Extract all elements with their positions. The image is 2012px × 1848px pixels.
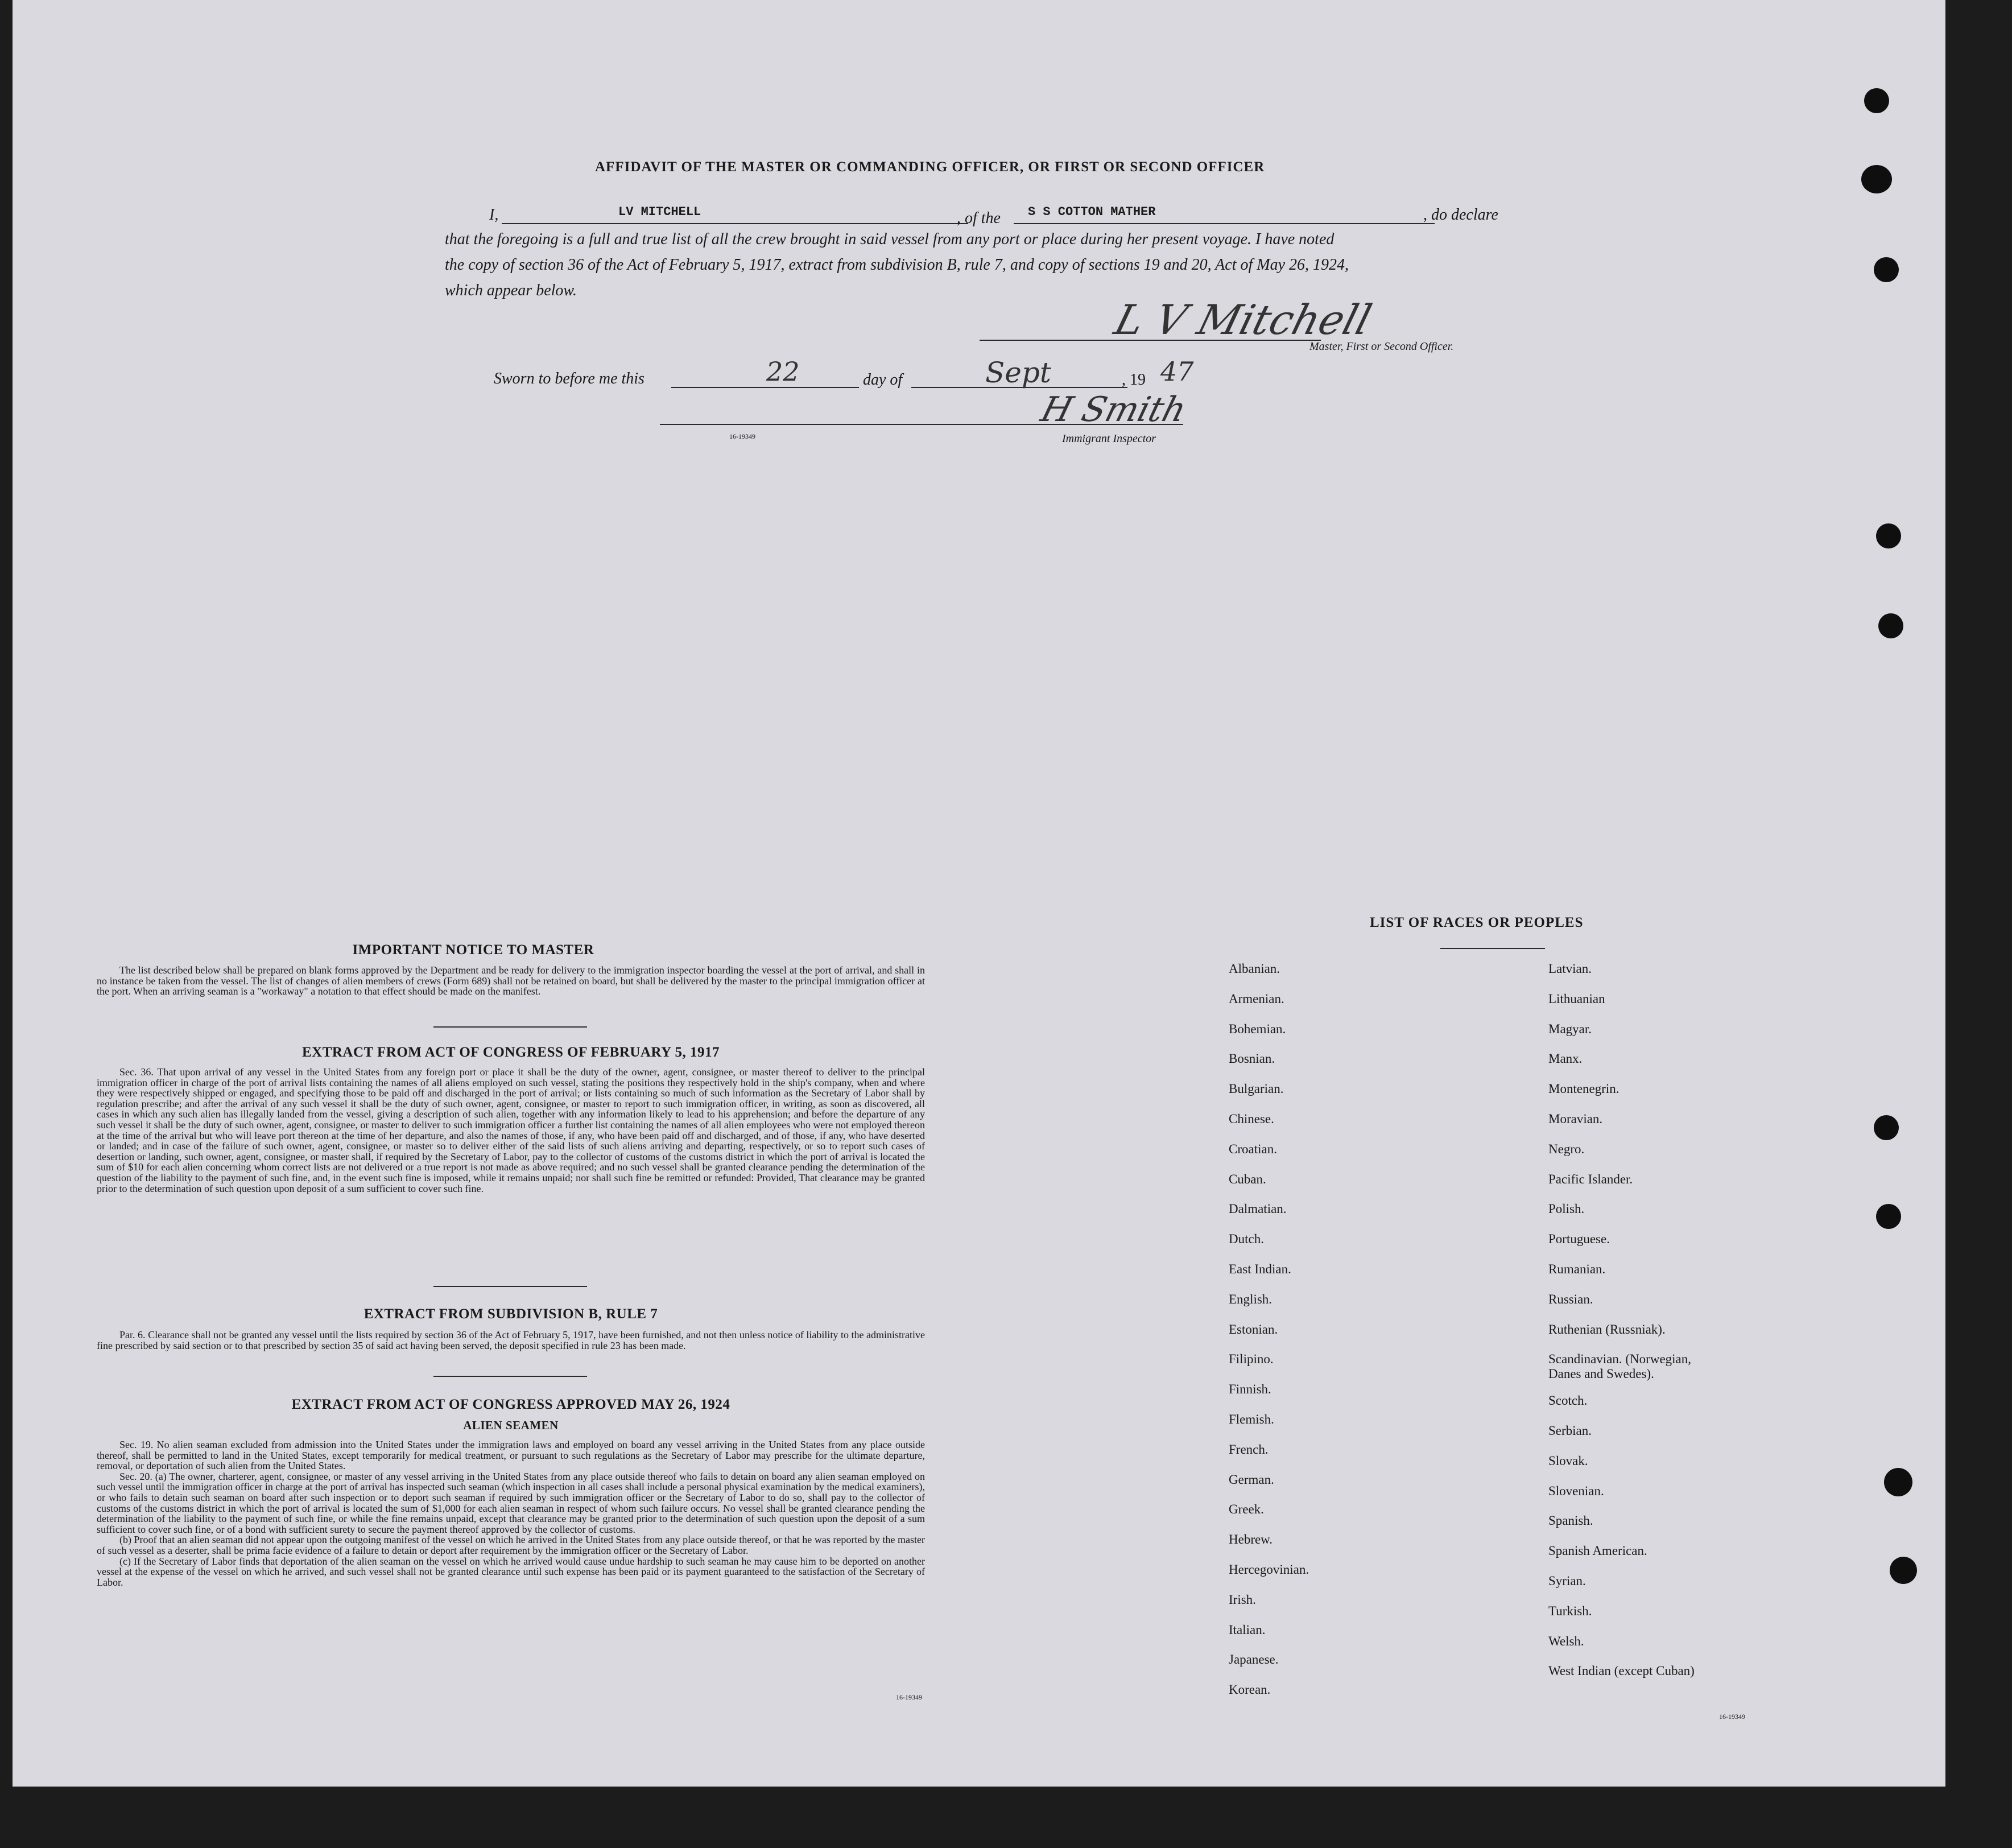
vessel-name-field: S S COTTON MATHER <box>1028 205 1156 219</box>
master-signature-line <box>980 340 1321 341</box>
race-item: East Indian. <box>1229 1262 1291 1276</box>
race-item: Montenegrin. <box>1548 1082 1619 1096</box>
race-item: Spanish. <box>1548 1513 1593 1528</box>
vessel-line <box>1014 223 1435 224</box>
race-item: Negro. <box>1548 1141 1585 1156</box>
races-title-underline <box>1440 948 1545 949</box>
master-name-field: LV MITCHELL <box>618 205 701 219</box>
extract-1917-text: Sec. 36. That upon arrival of any vessel in the United States from any foreign port or place it shall be the duty of the owner, agent, consignee, or master thereof to deliver to the principal immigration officer in charge of the port of arrival lists containing the names of all aliens employed on such vessel, stating the positions they respectively hold in the ship's company, when and where they were respectively shipped or engaged, and specifying those to be paid off and discharged in the port of arrival; or lists containing so much of such information as the Secretary of Labor shall by regulation prescribe; and after the arrival of any such vessel it shall be the duty of such owner, agent, consignee, or master to report to such immigration officer, in writing, as soon as discovered, all cases in which any such alien has illegally landed from the vessel, giving a description of such alien, together with any information likely to lead to his apprehension; and before the departure of any such vessel it shall be the duty of such owner, agent, consignee, or master to deliver to such immigration officer a further list containing the names of all alien employees who were not employed thereon at the time of the arrival but who will leave port thereon at the time of her departure, and also the names of those, if any, who have been paid off and discharged, and of those, if any, who have deserted or landed; and in case of the failure of such owner, agent, consignee, or master so to deliver either of the said lists of such aliens arriving and departing, respectively, or so to report such cases of desertion or landing, such owner, agent, consignee, or master shall, if required by the Secretary of Labor, pay to the collector of customs of the customs district in which the port of arrival is located the sum of $10 for each alien concerning whom correct lists are not delivered or a true report is not made as above required; and no such vessel shall be granted clearance pending the determination of the question of the liability to the payment of such fine, and, in the event such fine is imposed, while it remains unpaid; nor shall such fine be remitted or refunded: Provided, That clearance may be granted prior to the determination of such question upon deposit of a sum sufficient to cover such fine. <box>97 1066 925 1194</box>
notice-text: The list described below shall be prepared on blank forms approved by the Department and be ready for delivery to the immigration inspector boarding the vessel at the port of arrival, and shall in no instance be taken from the vessel. The list of changes of alien members of crews (Form 689) shall not be retained on board, but shall be delivered by the master to the principal immigration officer at the port. When an arriving seaman is a "workaway" a notation to that effect should be made on the manifest. <box>97 964 925 997</box>
punch-hole <box>1874 1115 1899 1140</box>
race-item: Flemish. <box>1229 1412 1274 1426</box>
notice-body <box>97 965 925 997</box>
form-number: 16-19349 <box>729 432 755 440</box>
race-item: Magyar. <box>1548 1021 1592 1036</box>
sec20b-text: (b) Proof that an alien seaman did not appear upon the outgoing manifest of the vessel on which he arrived in the United States from any place outside thereof, or that he was reported by the master of such vessel as a deserter, shall be prima facie evidence of a failure to detain or deport after requirement by the immigration officer or the Secretary of Labor. <box>97 1534 925 1556</box>
race-item: Slovenian. <box>1548 1483 1604 1498</box>
master-signature-caption: Master, First or Second Officer. <box>1309 340 1454 353</box>
race-item: German. <box>1229 1472 1274 1487</box>
races-title: LIST OF RACES OR PEOPLES <box>1370 915 1584 930</box>
extract-1924-title: EXTRACT FROM ACT OF CONGRESS APPROVED MAY 26, 1924 <box>291 1397 730 1412</box>
year-prefix: , 19 <box>1122 371 1146 389</box>
race-item: Bosnian. <box>1229 1051 1275 1066</box>
race-item: Chinese. <box>1229 1112 1274 1126</box>
race-item: Welsh. <box>1548 1634 1584 1648</box>
affidavit-title: AFFIDAVIT OF THE MASTER OR COMMANDING OFFICER, OR FIRST OR SECOND OFFICER <box>595 159 1265 175</box>
extract-1924-subtitle: ALIEN SEAMEN <box>463 1418 559 1432</box>
day-line <box>671 387 859 388</box>
sec20a-text: Sec. 20. (a) The owner, charterer, agent, consignee, or master of any vessel arriving in the United States from any place outside thereof who fails to detain on board any alien seaman employed on such vessel until the immigration officer in charge at the port of arrival has inspected such seaman (which inspection in all cases shall include a personal physical examination by the medical examiners), or who fails to detain such seaman on board after such inspection or to deport such seaman if required by such immigration officer or the Secretary of Labor to do so, shall pay to the collector of customs of the customs district in which the port of arrival is located the sum of $1,000 for each alien seaman in respect of whom such failure occurs. No vessel shall be granted clearance pending the determination of the liability to the payment of such fine, or while the fine remains unpaid, except that clearance may be granted prior to the determination of such question upon the deposit of a sum sufficient to cover such fine, or of a bond with sufficient surety to secure the payment thereof approved by the collector of customs. <box>97 1470 925 1535</box>
master-signature: L V Mitchell <box>1109 296 1377 344</box>
race-item: Hercegovinian. <box>1229 1562 1309 1577</box>
form-sheet <box>13 0 1945 1787</box>
notice-title: IMPORTANT NOTICE TO MASTER <box>352 942 594 958</box>
race-item: Rumanian. <box>1548 1262 1606 1276</box>
punch-hole <box>1876 1204 1901 1229</box>
race-item: West Indian (except Cuban) <box>1548 1664 1695 1678</box>
do-declare-label: , do declare <box>1423 206 1498 224</box>
race-item: Armenian. <box>1229 991 1284 1006</box>
sworn-label: Sworn to before me this <box>494 370 644 387</box>
race-item: Croatian. <box>1229 1141 1277 1156</box>
extract-1917-body <box>97 1067 925 1194</box>
race-item: Lithuanian <box>1548 991 1605 1006</box>
race-item: French. <box>1229 1442 1269 1457</box>
punch-hole <box>1884 1468 1912 1496</box>
section-divider <box>433 1376 587 1377</box>
statement-line-1: that the foregoing is a full and true list of all the crew brought in said vessel from any port or place during her present voyage. I have noted <box>445 230 1335 248</box>
extract-rule7-text: Par. 6. Clearance shall not be granted any vessel until the lists required by section 36 of the Act of February 5, 1917, have been furnished, and not then unless notice of liability to the administrative fine prescribed by said section or to that prescribed by section 35 of said act having been served, the deposit specified in rule 23 has been made. <box>97 1329 925 1351</box>
race-item: Korean. <box>1229 1682 1271 1697</box>
race-item: Slovak. <box>1548 1453 1588 1468</box>
sworn-day: 22 <box>766 356 800 387</box>
form-number-left: 16-19349 <box>896 1693 922 1701</box>
race-item: Latvian. <box>1548 962 1592 976</box>
race-item: Serbian. <box>1548 1424 1592 1438</box>
form-number-right: 16-19349 <box>1719 1713 1745 1721</box>
race-item: Syrian. <box>1548 1574 1586 1588</box>
punch-hole <box>1861 165 1892 193</box>
race-item: Turkish. <box>1548 1603 1592 1618</box>
extract-rule7-body <box>97 1330 925 1351</box>
sworn-year: 47 <box>1160 356 1194 387</box>
race-item: Moravian. <box>1548 1112 1603 1126</box>
inspector-signature: H Smith <box>1036 390 1191 430</box>
race-item: Spanish American. <box>1548 1544 1647 1558</box>
punch-hole <box>1864 88 1889 113</box>
section-divider <box>433 1026 587 1028</box>
race-item: Japanese. <box>1229 1652 1279 1667</box>
extract-1924-body <box>97 1439 925 1587</box>
punch-hole <box>1890 1557 1917 1584</box>
race-item: Russian. <box>1548 1292 1593 1306</box>
race-item: Filipino. <box>1229 1352 1274 1367</box>
inspector-caption: Immigrant Inspector <box>1062 432 1156 445</box>
section-divider <box>433 1286 587 1287</box>
race-item: Pacific Islander. <box>1548 1172 1633 1186</box>
race-item: Albanian. <box>1229 962 1280 976</box>
i-label: I, <box>489 206 499 224</box>
race-item: Bohemian. <box>1229 1021 1286 1036</box>
inspector-signature-line <box>660 424 1183 425</box>
statement-line-2: the copy of section 36 of the Act of February 5, 1917, extract from subdivision B, rule 7, and copy of sections 19 and 20, Act of May 26, 1924, <box>445 256 1349 274</box>
master-name-line <box>502 223 968 224</box>
race-item: Dutch. <box>1229 1232 1264 1247</box>
extract-1917-title: EXTRACT FROM ACT OF CONGRESS OF FEBRUARY 5, 1917 <box>301 1045 720 1060</box>
race-item: Italian. <box>1229 1622 1266 1637</box>
race-item: Bulgarian. <box>1229 1082 1284 1096</box>
race-item: Hebrew. <box>1229 1532 1273 1547</box>
extract-rule7-title: EXTRACT FROM SUBDIVISION B, RULE 7 <box>363 1306 658 1322</box>
punch-hole <box>1878 613 1903 638</box>
sworn-month: Sept <box>985 356 1051 389</box>
statement-line-3: which appear below. <box>445 282 577 299</box>
race-item: Dalmatian. <box>1229 1202 1287 1216</box>
race-item: English. <box>1229 1292 1273 1306</box>
race-item: Manx. <box>1548 1051 1583 1066</box>
sec20c-text: (c) If the Secretary of Labor finds that deportation of the alien seaman on the vessel on which he arrived would cause undue hardship to such seaman he may cause him to be deported on another vessel at the expense of the vessel on which he arrived, and such vessel shall not be granted clearance until such expense has been paid or its payment guaranteed to the satisfaction of the Secretary of Labor. <box>97 1555 925 1588</box>
race-item: Irish. <box>1229 1592 1256 1607</box>
of-the-label: , of the <box>957 209 1001 227</box>
race-item: Ruthenian (Russniak). <box>1548 1322 1666 1336</box>
day-of-label: day of <box>863 371 903 389</box>
race-item: Cuban. <box>1229 1172 1266 1186</box>
race-item: Portuguese. <box>1548 1232 1610 1247</box>
race-item: Greek. <box>1229 1502 1264 1517</box>
punch-hole <box>1876 523 1901 548</box>
race-item: Finnish. <box>1229 1382 1271 1397</box>
punch-hole <box>1874 257 1899 282</box>
sec19-text: Sec. 19. No alien seaman excluded from admission into the United States under the immigration laws and employed on board any vessel arriving in the United States from any place outside thereof, shall be permitted to land in the United States, except temporarily for medical treatment, or pursuant to such regulations as the Secretary of Labor may prescribe for the ultimate departure, removal, or deportation of such alien from the United States. <box>97 1439 925 1472</box>
race-item: Scotch. <box>1548 1393 1588 1408</box>
race-item: Scandinavian. (Norwegian, Danes and Swedes). <box>1548 1352 1692 1381</box>
race-item: Estonian. <box>1229 1322 1278 1336</box>
race-item: Polish. <box>1548 1202 1585 1216</box>
